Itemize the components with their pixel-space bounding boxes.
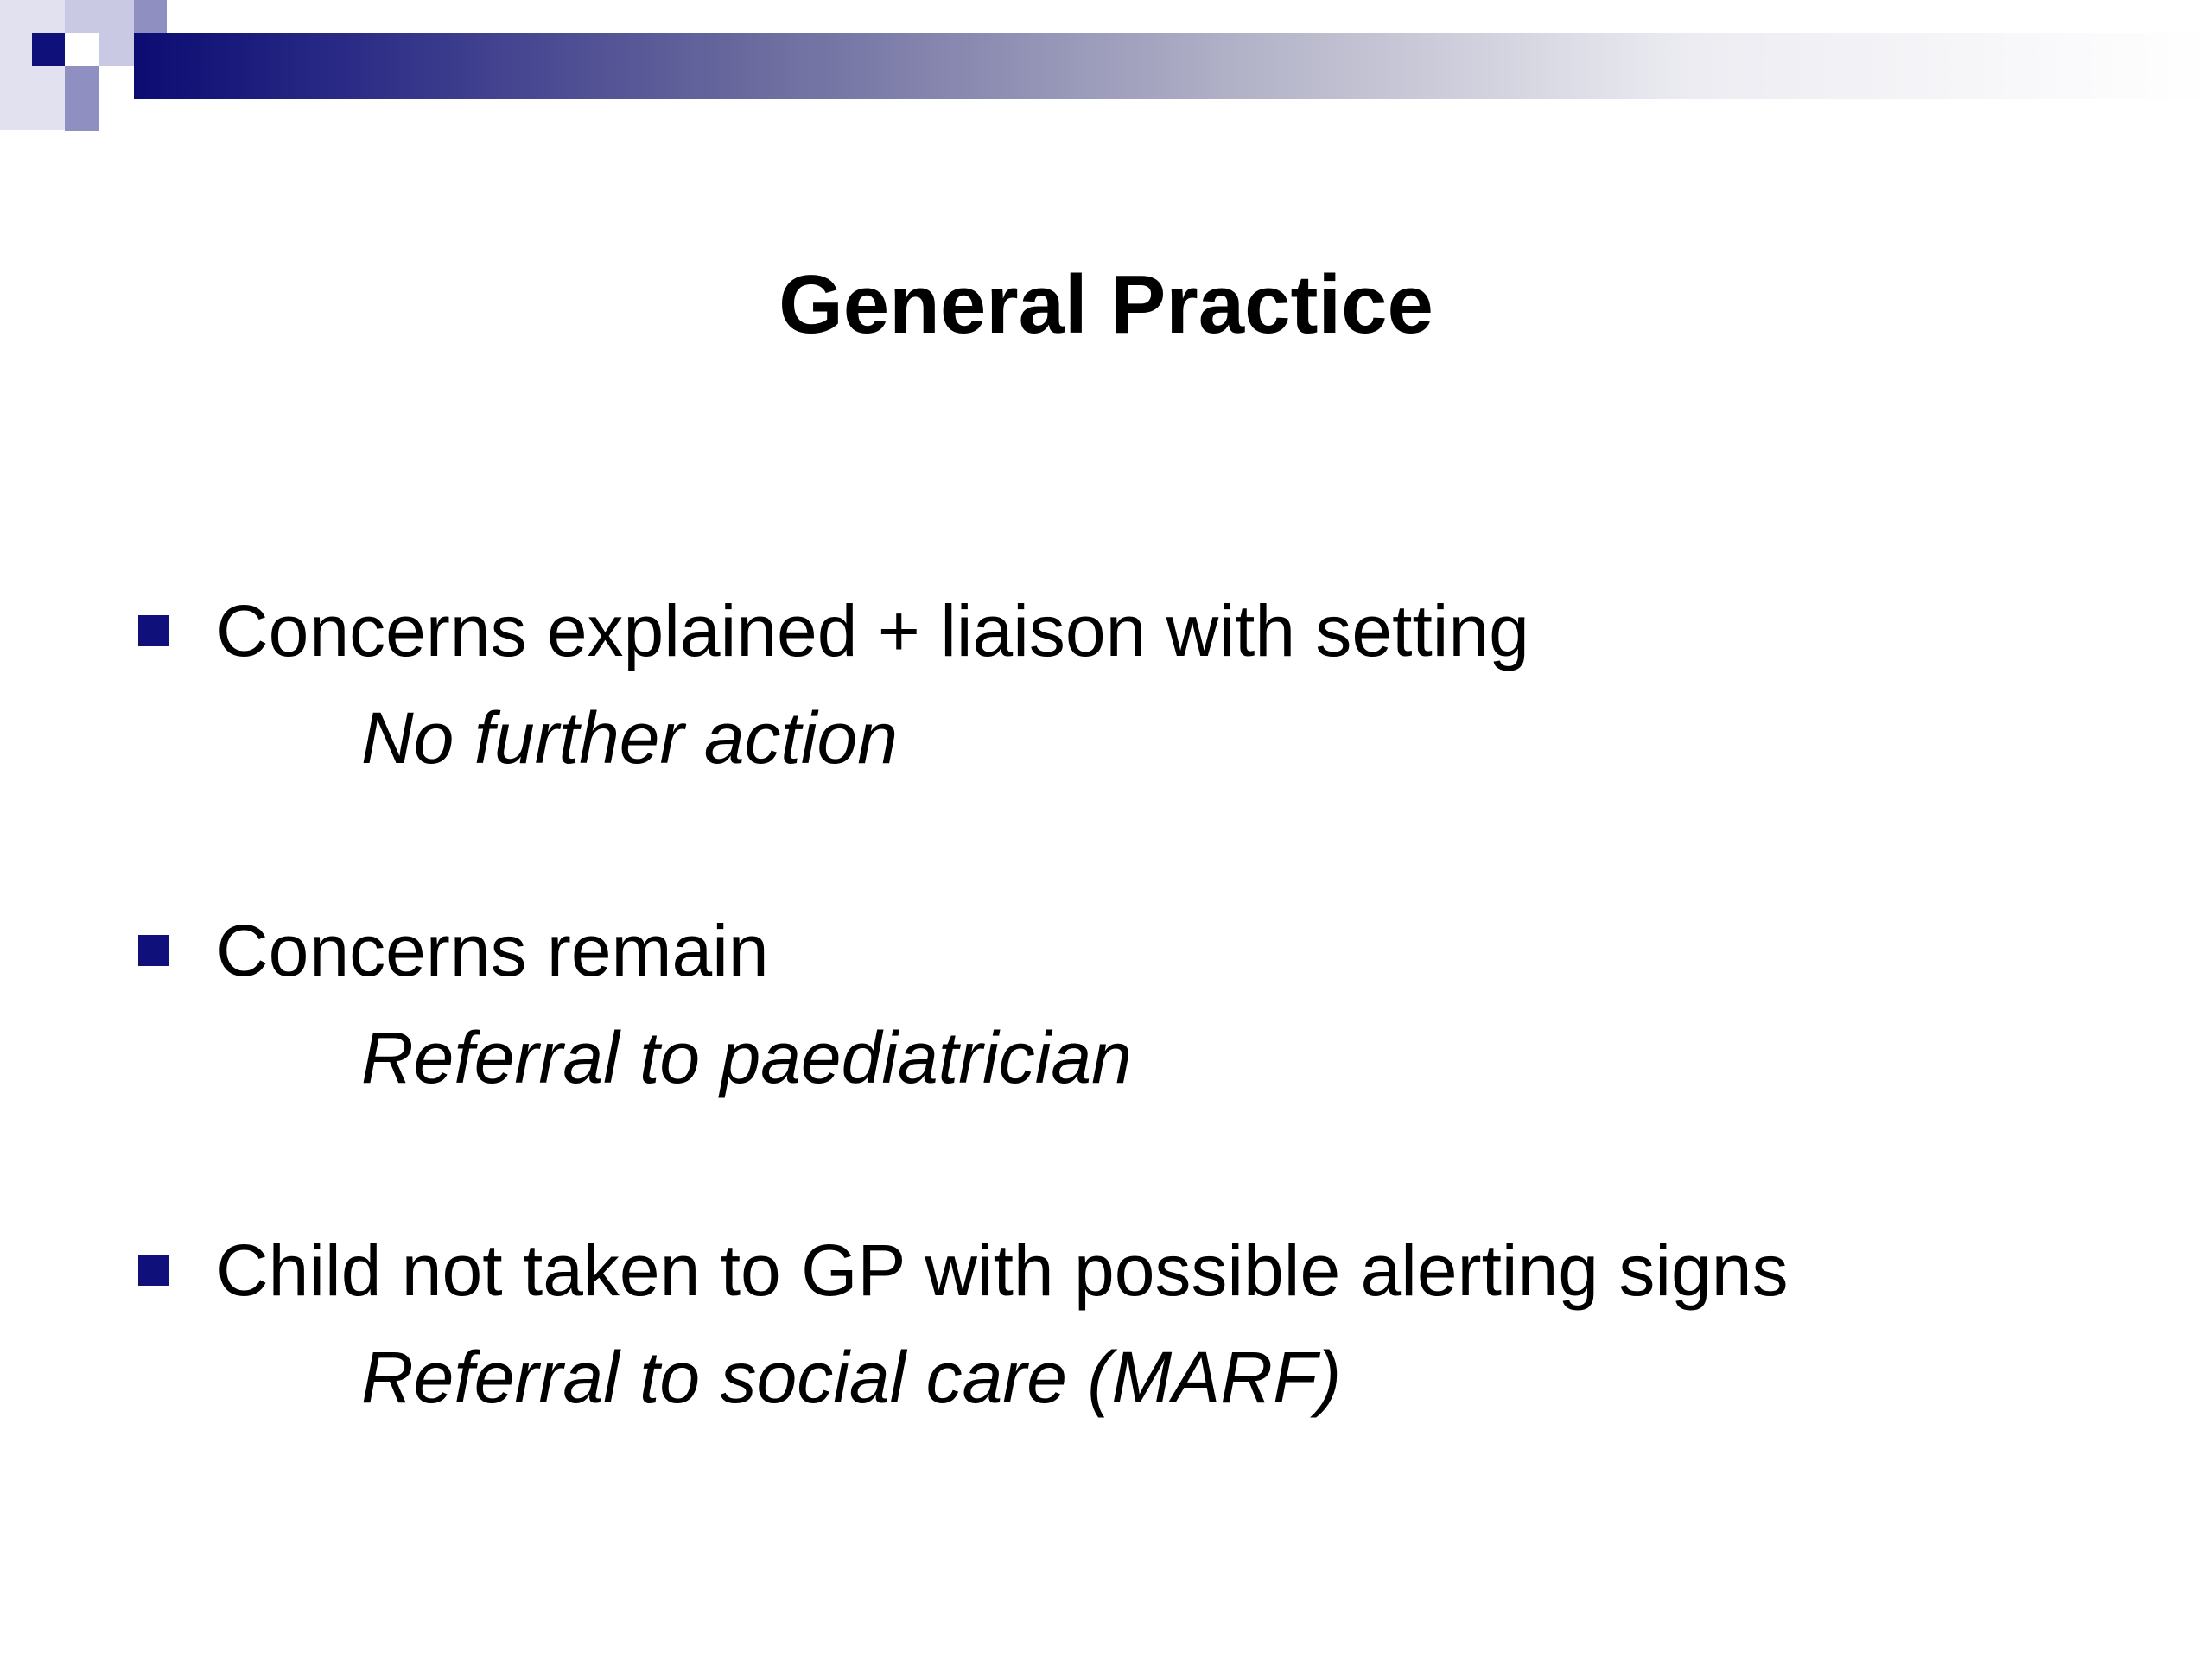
- slide-title: General Practice: [779, 258, 1433, 351]
- bullet-subtext: No further action: [361, 697, 898, 779]
- bullet-square-icon: [138, 615, 169, 646]
- bullet-text: Concerns remain: [216, 910, 769, 991]
- bullet-text: Concerns explained + liaison with setting: [216, 590, 1529, 671]
- bullet-subtext: Referral to paediatrician: [361, 1017, 1132, 1098]
- bullet-subtext: Referral to social care (MARF): [361, 1337, 1342, 1418]
- bullet-text: Child not taken to GP with possible alerting signs: [216, 1230, 1789, 1311]
- bullet-square-icon: [138, 1255, 169, 1286]
- bullet-square-icon: [138, 935, 169, 966]
